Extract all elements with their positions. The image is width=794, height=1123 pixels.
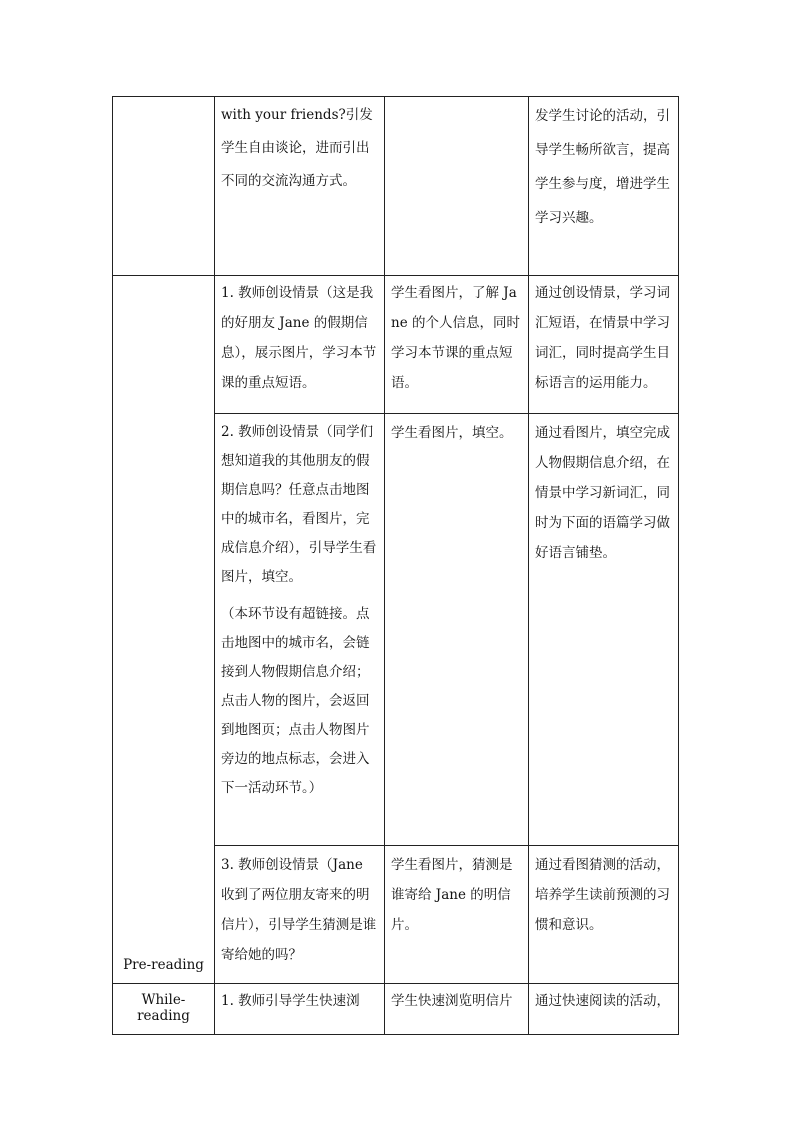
teacher-activity-note: （本环节设有超链接。点击地图中的城市名，会链接到人物假期信息介绍；点击人物的图片，会返回到地图页；点击人物图片旁边的地点标志，会进入下一活动环节。）: [221, 606, 370, 796]
design-purpose-text: 通过看图片，填空完成人物假期信息介绍，在情景中学习新词汇，同时为下面的语篇学习做好语言铺垫。: [535, 425, 670, 561]
table-row: [113, 97, 679, 276]
teacher-activity-text: 3. 教师创设情景（Jane 收到了两位朋友寄来的明信片），引导学生猜测是谁寄给她的吗？: [221, 857, 377, 963]
student-activity-cell: [385, 414, 529, 846]
student-activity-text: 学生看图片，填空。: [391, 425, 513, 441]
design-purpose-text: 通过看图猜测的活动，培养学生读前预测的习惯和意识。: [535, 857, 670, 933]
teacher-activity-cell: [215, 984, 385, 1035]
student-activity-cell: [385, 276, 529, 414]
design-purpose-cell: [529, 276, 679, 414]
design-purpose-text: 发学生讨论的活动，引导学生畅所欲言，提高学生参与度，增进学生学习兴趣。: [535, 108, 670, 226]
teacher-activity-cell: [215, 414, 385, 846]
table-row: [113, 984, 679, 1035]
student-activity-cell: [385, 846, 529, 984]
stage-cell: [113, 97, 215, 276]
teacher-activity-text: 1. 教师引导学生快速浏: [221, 993, 360, 1009]
stage-cell-pre-reading: Pre-reading: [113, 276, 215, 984]
student-activity-cell: [385, 984, 529, 1035]
design-purpose-cell: [529, 97, 679, 276]
student-activity-text: 学生看图片，猜测是谁寄给 Jane 的明信片。: [391, 857, 513, 933]
teacher-activity-cell: [215, 846, 385, 984]
design-purpose-text: 通过创设情景，学习词汇短语，在情景中学习词汇，同时提高学生目标语言的运用能力。: [535, 285, 670, 391]
stage-cell-while-reading: While-reading: [113, 984, 215, 1035]
design-purpose-cell: [529, 414, 679, 846]
teacher-activity-text: with your friends?引发学生自由谈论，进而引出不同的交流沟通方式。: [221, 107, 373, 189]
student-activity-text: 学生看图片，了解 Jane 的个人信息，同时学习本节课的重点短语。: [391, 285, 520, 391]
design-purpose-cell: [529, 984, 679, 1035]
student-activity-cell: [385, 97, 529, 276]
teacher-activity-text: 2. 教师创设情景（同学们想知道我的其他朋友的假期信息吗？任意点击地图中的城市名，看图片，完成信息介绍），引导学生看图片，填空。: [221, 424, 377, 585]
teacher-activity-cell: [215, 97, 385, 276]
teacher-activity-cell: [215, 276, 385, 414]
design-purpose-text: 通过快速阅读的活动，: [535, 993, 670, 1009]
lesson-plan-table: [112, 96, 679, 1035]
design-purpose-cell: [529, 846, 679, 984]
table-row: [113, 276, 679, 414]
student-activity-text: [391, 97, 522, 99]
student-activity-text: 学生快速浏览明信片: [391, 993, 513, 1009]
teacher-activity-text: 1. 教师创设情景（这是我的好朋友 Jane 的假期信息），展示图片，学习本节课的重点短语。: [221, 285, 377, 391]
